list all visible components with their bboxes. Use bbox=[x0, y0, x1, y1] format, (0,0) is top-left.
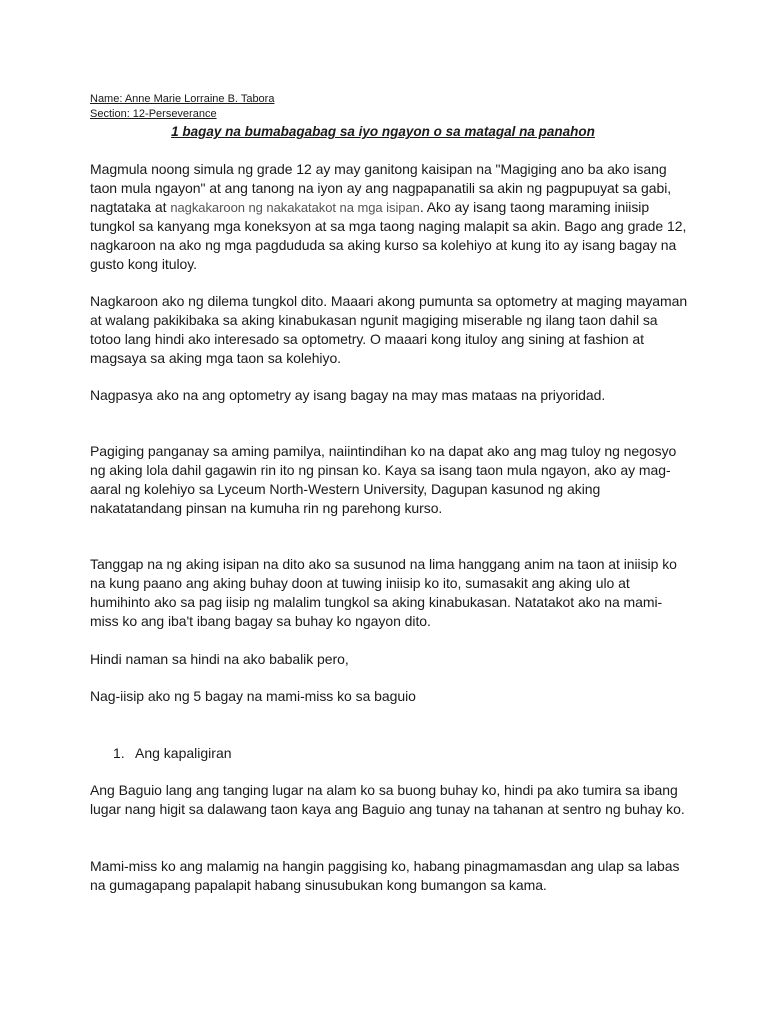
student-section: Section: 12-Perseverance bbox=[90, 108, 217, 120]
paragraph-1-end: . Ako ay isang taong maraming iniisip tungkol sa kanyang mga koneksyon at sa mga taong naging malapit sa akin. Bago ang grade 12, nagkaroon na ako ng mga pagdududa sa aking kurso sa kolehiyo at kung ito ay isang bagay na gusto kong ituloy. bbox=[90, 199, 687, 273]
paragraph-6: Hindi naman sa hindi na ako babalik pero, bbox=[90, 651, 349, 667]
paragraph-9: Mami-miss ko ang malamig na hangin paggising ko, habang pinagmamasdan ang ulap sa labas na gumagapang papalapit habang sinusubukan kong bumangon sa kama. bbox=[90, 858, 680, 894]
student-name: Name: Anne Marie Lorraine B. Tabora bbox=[90, 93, 275, 105]
paragraph-3: Nagpasya ako na ang optometry ay isang bagay na may mas mataas na priyoridad. bbox=[90, 387, 606, 403]
document-title: 1 bagay na bumabagabag sa iyo ngayon o sa matagal na panahon bbox=[171, 124, 595, 139]
paragraph-2: Nagkaroon ako ng dilema tungkol dito. Maaari akong pumunta sa optometry at maging mayaman at walang pakikibaka sa aking kinabukasan ngunit magiging miserable ng ilang taon dahil sa totoo lang hindi ako interesado sa optometry. O maaari kong ituloy ang sining at fashion at magsaya sa aking mga taon sa kolehiyo. bbox=[90, 293, 688, 367]
paragraph-1-start: Magmula noong simula ng grade 12 ay may ganitong kaisipan na "Magiging ano ba ako isang taon mula ngayon" at ang tanong na iyon ay ang nagpapanatili sa akin ng pagpupuyat sa gabi, nagtataka at bbox=[90, 161, 672, 216]
list-item-text: Ang kapaligiran bbox=[135, 745, 232, 761]
list-item bbox=[113, 744, 695, 763]
paragraph-5: Tanggap na ng aking isipan na dito ako sa susunod na lima hanggang anim na taon at iniisip ko na kung paano ang aking buhay doon at tuwing iniisip ko ito, sumasakit ang aking ulo at humihinto ako sa pag iisip ng malalim tungkol sa aking kinabukasan. Natatakot ako na mami-miss ko ang iba't ibang bagay sa buhay ko ngayon dito. bbox=[90, 556, 677, 630]
paragraph-1 bbox=[90, 160, 690, 275]
paragraph-4: Pagiging panganay sa aming pamilya, naiintindihan ko na dapat ako ang mag tuloy ng negosyo ng aking lola dahil gagawin rin ito ng pinsan ko. Kaya sa isang taon mula ngayon, ako ay mag-aaral ng kolehiyo sa Lyceum North-Western University, Dagupan kasunod ng aking nakatatandang pinsan na kumuha rin ng parehong kurso. bbox=[90, 443, 677, 517]
paragraph-7: Nag-iisip ako ng 5 bagay na mami-miss ko sa baguio bbox=[90, 688, 416, 704]
paragraph-8: Ang Baguio lang ang tanging lugar na alam ko sa buong buhay ko, hindi pa ako tumira sa ibang lugar nang higit sa dalawang taon kaya ang Baguio ang tunay na tahanan at sentro ng buhay ko. bbox=[90, 782, 685, 818]
paragraph-1-highlight: nagkakaroon ng nakakatakot na mga isipan bbox=[170, 200, 420, 216]
list-item-number: 1. bbox=[113, 745, 125, 761]
